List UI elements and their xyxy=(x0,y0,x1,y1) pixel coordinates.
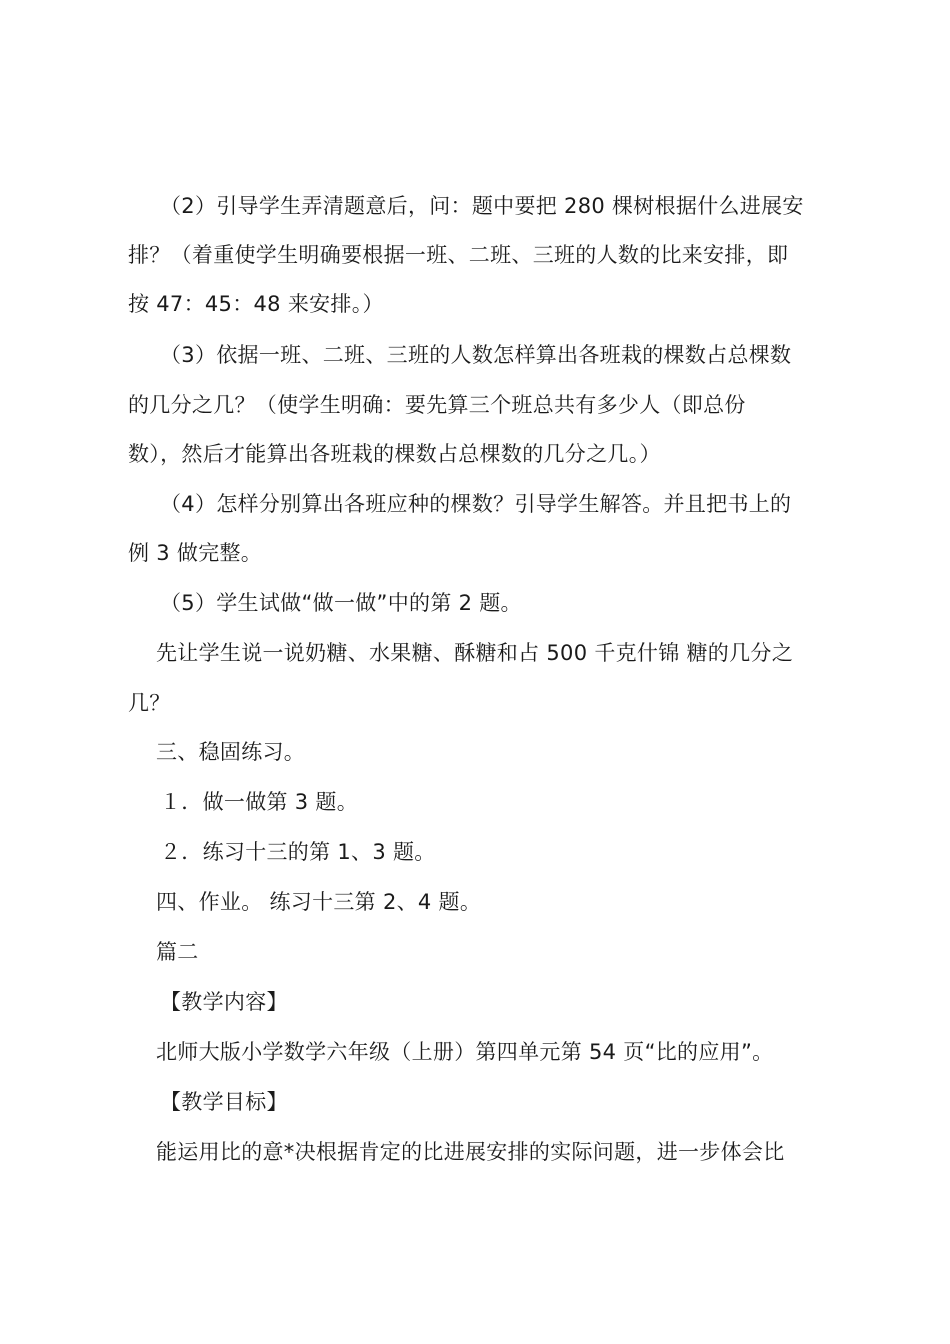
text-line: （4）怎样分别算出各班应种的棵数？引导学生解答。并且把书上的 xyxy=(160,492,792,516)
text-line: 北师大版小学数学六年级（上册）第四单元第 54 页“比的应用”。 xyxy=(156,1040,774,1064)
list-item: １．做一做第 3 题。 xyxy=(160,790,359,814)
text-line: 几？ xyxy=(128,691,171,715)
bracket-heading: 【教学内容】 xyxy=(160,990,288,1014)
text-line: （5）学生试做“做一做”中的第 2 题。 xyxy=(160,591,522,615)
bracket-heading: 【教学目标】 xyxy=(160,1090,288,1114)
section-heading: 四、作业。 练习十三第 2、4 题。 xyxy=(156,890,482,914)
text-line: 例 3 做完整。 xyxy=(128,541,263,565)
part-heading: 篇二 xyxy=(156,940,199,964)
text-line: 能运用比的意*决根据肯定的比进展安排的实际问题，进一步体会比 xyxy=(156,1140,785,1164)
text-line: 先让学生说一说奶糖、水果糖、酥糖和占 500 千克什锦 糖的几分之 xyxy=(156,641,794,665)
text-line: （2）引导学生弄清题意后，问：题中要把 280 棵树根据什么进展安 xyxy=(160,194,804,218)
text-line: 排？（着重使学生明确要根据一班、二班、三班的人数的比来安排，即 xyxy=(128,243,789,267)
text-line: 按 47：45：48 来安排。） xyxy=(128,292,384,316)
text-line: （3）依据一班、二班、三班的人数怎样算出各班栽的棵数占总棵数 xyxy=(160,343,792,367)
section-heading: 三、稳固练习。 xyxy=(156,740,306,764)
text-line: 的几分之几？（使学生明确：要先算三个班总共有多少人（即总份 xyxy=(128,393,746,417)
list-item: ２．练习十三的第 1、3 题。 xyxy=(160,840,436,864)
text-line: 数），然后才能算出各班栽的棵数占总棵数的几分之几。） xyxy=(128,442,661,466)
